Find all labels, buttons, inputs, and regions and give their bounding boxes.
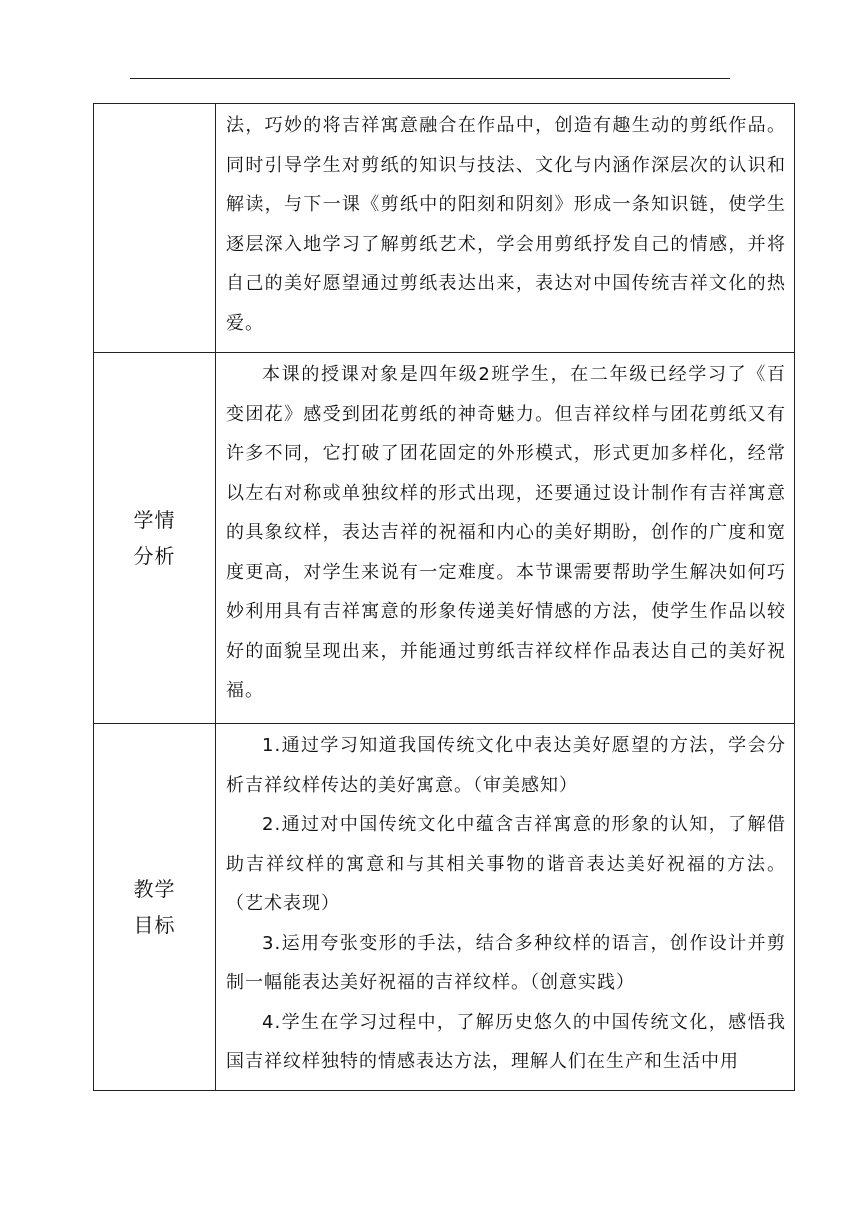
row-content — [216, 353, 795, 724]
lesson-plan-table — [93, 103, 795, 1091]
row-content — [216, 724, 795, 1091]
row-label-line: 学情 — [133, 508, 176, 532]
goal-paragraph-2: 2.通过对中国传统文化中蕴含吉祥寓意的形象的认知，了解借助吉祥纹样的寓意和与其相关事物的谐音表达美好祝福的方法。（艺术表现） — [226, 814, 786, 914]
row-label-line: 分析 — [133, 544, 176, 568]
paragraph: 法，巧妙的将吉祥寓意融合在作品中，创造有趣生动的剪纸作品。同时引导学生对剪纸的知识与技法、文化与内涵作深层次的认识和解读，与下一课《剪纸中的阳刻和阴刻》形成一条知识链，使学生逐层深入地学习了解剪纸艺术，学会用剪纸抒发自己的情感，并将自己的美好愿望通过剪纸表达出来，表达对中国传统吉祥文化的热爱。 — [226, 115, 786, 334]
row-label — [94, 724, 216, 1091]
goal-paragraph-1: 1.通过学习知道我国传统文化中表达美好愿望的方法，学会分析吉祥纹样传达的美好寓意。（审美感知） — [226, 735, 786, 796]
table-row-student-analysis — [94, 353, 795, 724]
page-header-rule — [130, 78, 730, 79]
row-label-line: 教学 — [133, 877, 176, 901]
row-content — [216, 104, 795, 353]
table-row-teaching-goals — [94, 724, 795, 1091]
table-row-design-intent — [94, 104, 795, 353]
paragraph: 本课的授课对象是四年级2班学生，在二年级已经学习了《百变团花》感受到团花剪纸的神奇魅力。但吉祥纹样与团花剪纸又有许多不同，它打破了团花固定的外形模式，形式更加多样化，经常以左右对称或单独纹样的形式出现，还要通过设计制作有吉祥寓意的具象纹样，表达吉祥的祝福和内心的美好期盼，创作的广度和宽度更高，对学生来说有一定难度。本节课需要帮助学生解决如何巧妙利用具有吉祥寓意的形象传递美好情感的方法，使学生作品以较好的面貌呈现出来，并能通过剪纸吉祥纹样作品表达自己的美好祝福。 — [226, 364, 786, 701]
goal-paragraph-4: 4.学生在学习过程中，了解历史悠久的中国传统文化，感悟我国吉祥纹样独特的情感表达方法，理解人们在生产和生活中用 — [226, 1011, 786, 1072]
row-label-empty — [94, 104, 216, 353]
goal-paragraph-3: 3.运用夸张变形的手法，结合多种纹样的语言，创作设计并剪制一幅能表达美好祝福的吉祥纹样。（创意实践） — [226, 932, 786, 993]
row-label — [94, 353, 216, 724]
row-label-line: 目标 — [133, 913, 176, 937]
